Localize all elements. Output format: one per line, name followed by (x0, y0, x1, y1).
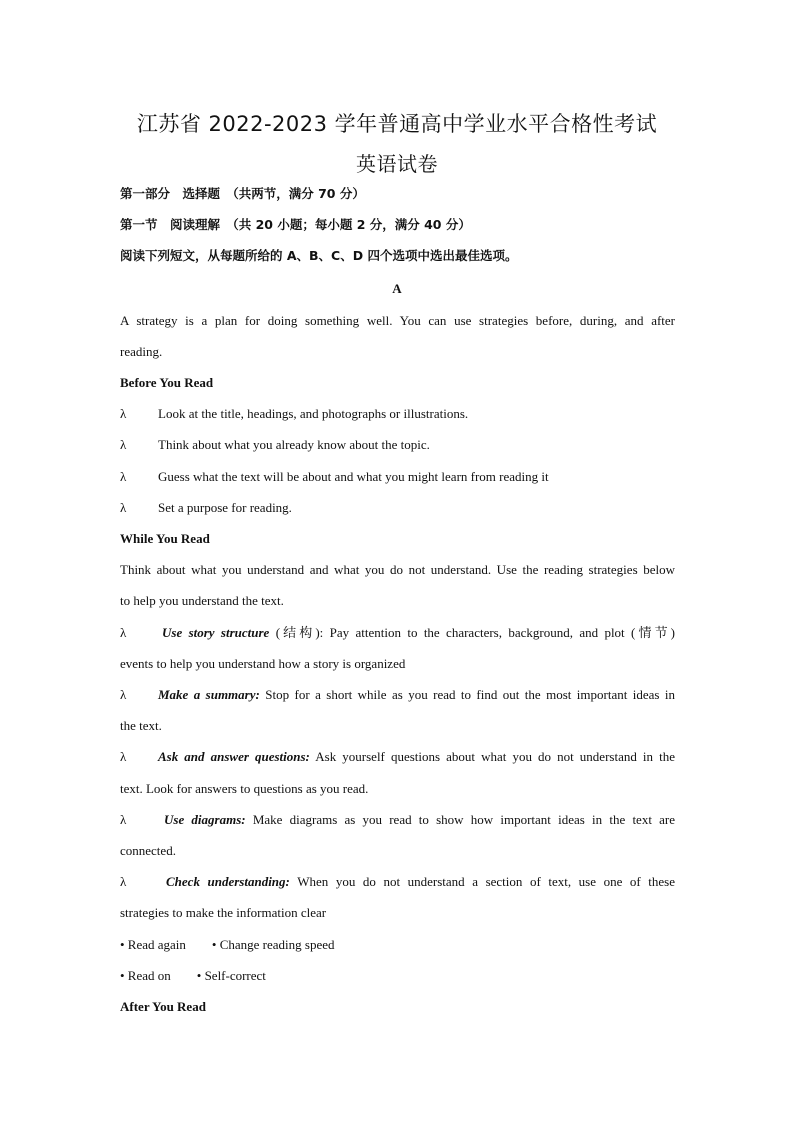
options-row-2 (120, 968, 675, 984)
passage-intro-line-1: A strategy is a plan for doing something well. You can use strategies before, during, and after (120, 313, 675, 328)
subsection-heading: 第一节 阅读理解 （共 20 小题；每小题 2 分，满分 40 分） (120, 217, 471, 232)
list-item (120, 500, 675, 516)
exam-title: 江苏省 2022-2023 学年普通高中学业水平合格性考试 (136, 112, 658, 136)
bullet-symbol: λ (120, 406, 127, 421)
bullet-symbol: λ (120, 625, 127, 640)
bullet-symbol: λ (120, 687, 127, 702)
strategy-4-text: Make diagrams as you read to show how important ideas in the text are (252, 812, 676, 827)
option-self-correct: • Self-correct (196, 968, 266, 983)
strategy-3-line-1 (120, 749, 675, 765)
strategy-1-line-2: events to help you understand how a story is organized (120, 656, 406, 671)
strategy-3-text: Ask yourself questions about what you do not understand in the (315, 749, 675, 764)
options-row-1 (120, 937, 675, 953)
before-heading: Before You Read (120, 375, 214, 390)
option-read-on: • Read on (120, 968, 171, 983)
instruction-text: 阅读下列短文，从每题所给的 A、B、C、D 四个选项中选出最佳选项。 (120, 248, 518, 263)
before-item-3: Guess what the text will be about and what you might learn from reading it (158, 469, 549, 484)
while-intro-line-1: Think about what you understand and what you do not understand. Use the reading strategies below (120, 562, 675, 577)
strategy-4-term: Use diagrams: (164, 812, 246, 827)
while-intro-line-2: to help you understand the text. (120, 593, 284, 608)
after-heading: After You Read (120, 999, 206, 1014)
part-heading: 第一部分 选择题 （共两节，满分 70 分） (120, 186, 365, 201)
list-item (120, 437, 675, 453)
strategy-5-line-2: strategies to make the information clear (120, 905, 327, 920)
passage-letter: A (392, 281, 402, 296)
strategy-2-line-2: the text. (120, 718, 162, 733)
strategy-3-line-2: text. Look for answers to questions as you read. (120, 781, 369, 796)
bullet-symbol: λ (120, 469, 127, 484)
before-item-2: Think about what you already know about the topic. (158, 437, 430, 452)
exam-subtitle: 英语试卷 (356, 152, 438, 176)
while-heading: While You Read (120, 531, 210, 546)
bullet-symbol: λ (120, 500, 127, 515)
bullet-symbol: λ (120, 437, 127, 452)
option-read-again: • Read again (120, 937, 186, 952)
strategy-1-term: Use story structure (162, 625, 270, 640)
list-item (120, 469, 675, 485)
strategy-2-text: Stop for a short while as you read to find out the most important ideas in (265, 687, 675, 702)
list-item (120, 406, 675, 422)
strategy-1-line-1 (120, 625, 675, 641)
strategy-2-line-1 (120, 687, 675, 703)
before-item-1: Look at the title, headings, and photographs or illustrations. (158, 406, 469, 421)
strategy-5-line-1 (120, 874, 675, 890)
strategy-2-term: Make a summary: (158, 687, 260, 702)
bullet-symbol: λ (120, 812, 127, 827)
bullet-symbol: λ (120, 749, 127, 764)
strategy-4-line-1 (120, 812, 675, 828)
before-item-4: Set a purpose for reading. (158, 500, 292, 515)
strategy-1-text: (结构): Pay attention to the characters, background, and plot (情节) (275, 625, 676, 640)
strategy-5-text: When you do not understand a section of text, use one of these (297, 874, 676, 889)
passage-intro-line-2: reading. (120, 344, 163, 359)
strategy-4-line-2: connected. (120, 843, 176, 858)
bullet-symbol: λ (120, 874, 127, 889)
option-change-speed: • Change reading speed (211, 937, 335, 952)
strategy-5-term: Check understanding: (166, 874, 290, 889)
strategy-3-term: Ask and answer questions: (158, 749, 310, 764)
